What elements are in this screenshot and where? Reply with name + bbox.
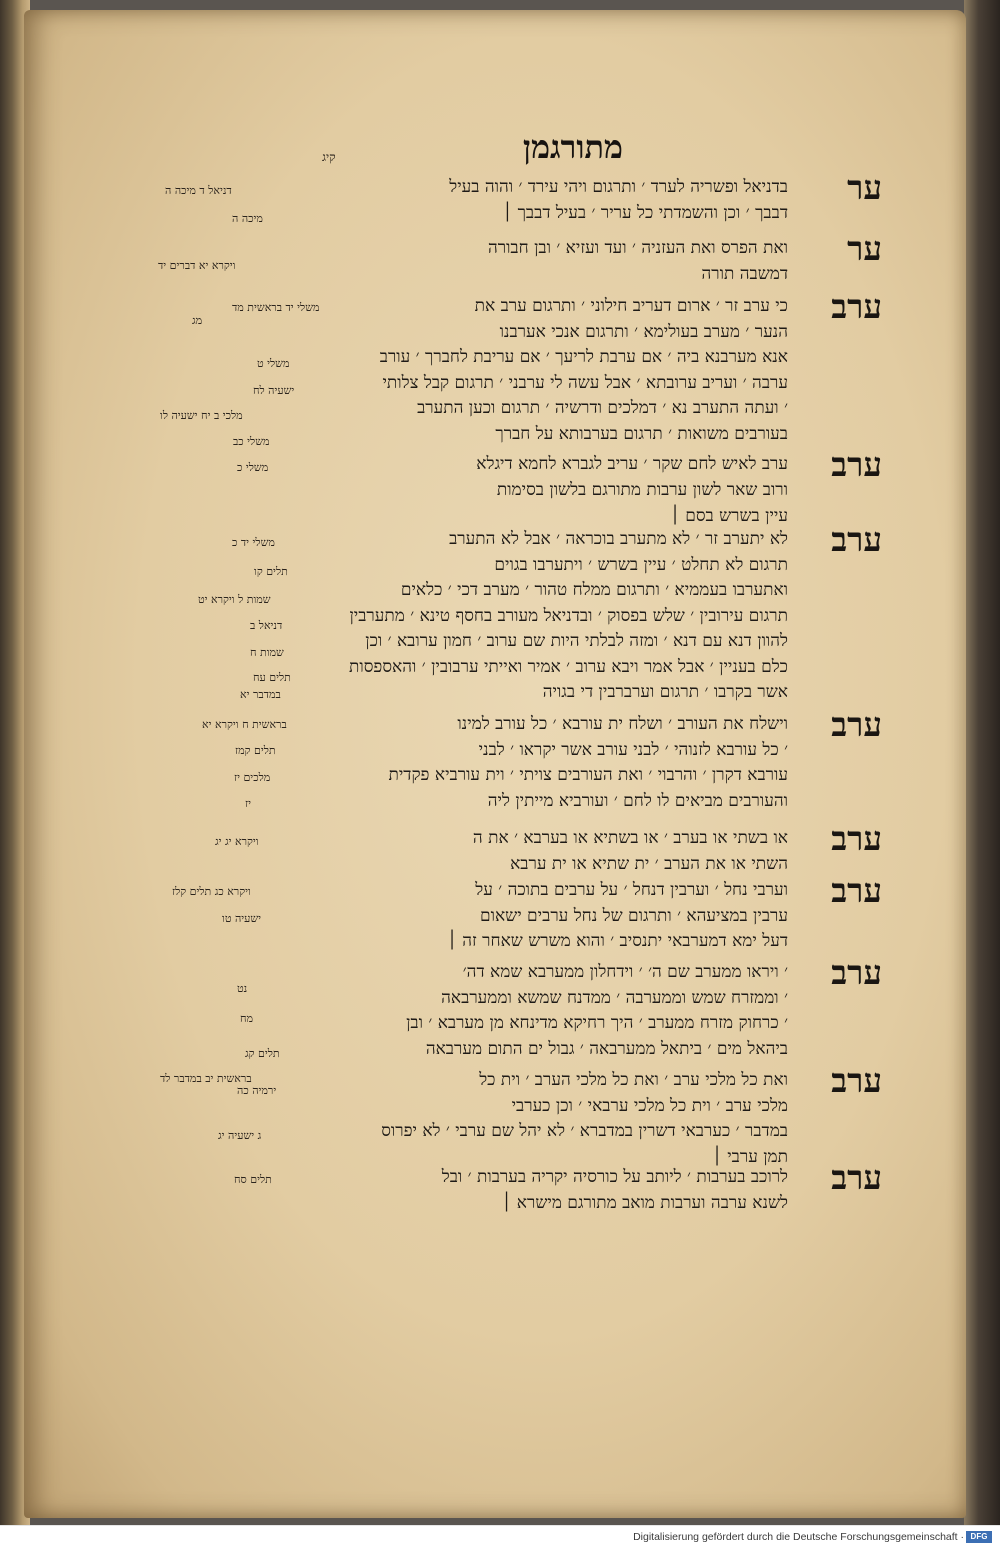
marginal-reference: מלכים יז [234, 771, 271, 784]
entry-text-line: ׳ וממזרח שמש וממערבה ׳ ממדנח שמשא וממערבאה [441, 987, 788, 1008]
page-title: מתורגמן [522, 128, 623, 166]
marginal-reference: דניאל ב [250, 619, 283, 632]
entry-text [328, 504, 788, 530]
entry-text-line: עורבא דקרן ׳ והרבוי ׳ ואת העורבים צויתי ׳ וית עורביא פקדית [388, 765, 788, 785]
entry-headword: ערב [831, 705, 882, 744]
entry-headword: ערב [831, 1158, 882, 1197]
entry-headword: ערב [831, 953, 882, 992]
entry-text-line: תמן ערבי ׀ [712, 1146, 788, 1167]
entry-text-line: להוון דנא עם דנא ׳ ומזה לבלתי היות שם ערוב ׳ חמון ערובא ׳ וכן [365, 631, 788, 651]
entry-text [328, 175, 788, 226]
marginal-reference: ירמיה כה [237, 1084, 277, 1097]
entry-text-line: השתי או את הערב ׳ ית שתיא או ית ערבא [510, 853, 788, 874]
entry-text-line: בדניאל ופשריה לערד ׳ ותרגום ויהי עירד ׳ והוה בעיל [449, 177, 788, 197]
entry-text-line: תרגום עירובין ׳ שלש בפסוק ׳ ובדניאל מעורב בחסף טינא ׳ מתערבין [349, 605, 788, 626]
footer-bar [0, 1525, 1000, 1547]
marginal-reference: משלי כב [233, 435, 270, 448]
marginal-reference: מלכי ב יח ישעיה לו [160, 409, 243, 422]
entry-headword: ערב [831, 287, 882, 326]
marginal-reference: תלים עח [253, 671, 291, 684]
marginal-reference: תלים קג [245, 1047, 280, 1060]
entry-text-line: ורוב שאר לשון ערבות מתורגם בלשון בסימות [496, 479, 788, 500]
entry-text-line: הנער ׳ מערב בעולימא ׳ ותרגום אנכי אערבנו [499, 321, 788, 342]
marginal-reference: משלי יד כ [232, 536, 275, 549]
entry-text-line: והעורבים מביאים לו לחם ׳ ועורביא מייתין ליה [487, 790, 788, 811]
entry-text-line: ביהאל מים ׳ ביתאל ממערבאה ׳ גבול ים התום מערבאה [425, 1038, 788, 1059]
entry-headword: ער [847, 168, 882, 207]
marginal-reference: בראשית יב במדבר לד [160, 1072, 252, 1085]
marginal-reference: דניאל ד מיכה ה [165, 184, 232, 197]
entry-headword: ערב [831, 1061, 882, 1100]
entry-headword: ערב [831, 819, 882, 858]
entry-text [328, 960, 788, 1062]
marginal-reference: תלים סח [234, 1173, 272, 1186]
entry-text-line: ׳ כל עורבא לזנוהי ׳ לבני עורב אשר יקראו ׳ לבני [478, 739, 788, 760]
entry-text [328, 294, 788, 447]
entry-text-line: מלכי ערב ׳ וית כל מלכי ערבאי ׳ וכן כערבי [511, 1095, 788, 1116]
marginal-reference: ויקרא כג תלים קלז [172, 885, 251, 898]
entry-text-line: כלם בעניין ׳ אבל אמר ויבא ערוב ׳ אמיר ואייתי ערבובין ׳ והאספסות [349, 656, 788, 677]
marginal-reference: משלי כ [237, 461, 269, 474]
marginal-reference: נט [237, 982, 248, 995]
entry-text-line: ׳ ועתה התערב נא ׳ דמלכים ודרשיה ׳ תרגום וכען התערב [417, 398, 788, 418]
entry-text-line: ואת הפרס ואת העזניה ׳ ועד ועזיא ׳ ובן חבורה [487, 238, 788, 258]
entry-text-line: לא יתערב זר ׳ לא מתערב בוכראה ׳ אבל לא התערב [449, 529, 788, 549]
marginal-reference: ויקרא יג יג [215, 835, 259, 848]
entry-headword: ערב [831, 445, 882, 484]
entry-text [328, 826, 788, 877]
entry-text [328, 712, 788, 814]
marginal-reference: תלים קמז [235, 744, 276, 757]
marginal-reference: בראשית ח ויקרא יא [202, 718, 287, 731]
entry-text-line: ׳ כרחוק מזרח ממערב ׳ היך רחיקא מדינחא מן מערבא ׳ ובן [406, 1013, 788, 1033]
marginal-reference: יז [245, 797, 251, 810]
entry-text [328, 1165, 788, 1216]
entry-text-line: עיין בשרש בסם ׀ [670, 506, 788, 526]
entry-text-line: כי ערב זר ׳ ארום דעריב חילוני ׳ ותרגום ערב את [474, 296, 788, 316]
entry-text [328, 878, 788, 955]
entry-text-line: ואת כל מלכי ערב ׳ ואת כל מלכי הערב ׳ וית כל [479, 1070, 788, 1090]
entry-text-line: אשר בקרבו ׳ תרגום וערברבין די בגויה [542, 682, 788, 702]
entry-text-line: ׳ ויראו ממערב שם ה׳ ׳ וידחלון ממערבא שמא דה׳ [462, 962, 788, 982]
entry-text [328, 1068, 788, 1170]
entry-text-line: ערבין במציעהא ׳ ותרגום של נחל ערבים ישאום [480, 905, 788, 926]
entry-headword: ער [847, 229, 882, 268]
entry-text [328, 527, 788, 706]
marginal-reference: מג [192, 314, 203, 327]
marginal-reference: ויקרא יא דברים יד [158, 259, 236, 272]
marginal-reference: ישעיה טו [222, 912, 262, 925]
entry-text [328, 236, 788, 287]
entry-text-line: וערבי נחל ׳ וערבין דנחל ׳ על ערבים בתוכה ׳ על [475, 880, 788, 900]
page-number: קיג [322, 150, 336, 164]
marginal-reference: מיכה ה [232, 212, 263, 225]
entry-text-line: וישלח את העורב ׳ ושלח ית עורבא ׳ כל עורב למינו [457, 714, 788, 734]
marginal-reference: שמות ח [250, 646, 284, 659]
entry-text-line: דבבך ׳ וכן והשמדתי כל עריר ׳ בעיל דבבך ׀ [502, 202, 788, 223]
entry-text-line: לשנא ערבה וערבות מואב מתורגם מישרא ׀ [501, 1192, 788, 1213]
entry-text-line: או בשתי או בערב ׳ או בשתיא או בערבא ׳ את ה [472, 828, 788, 848]
marginal-reference: ישעיה לח [253, 384, 295, 397]
marginal-reference: תלים קו [254, 565, 288, 578]
entry-headword: ערב [831, 520, 882, 559]
entry-text-line: תרגום לא תחלט ׳ עיין בשרש ׳ ויתערבו בגוים [494, 554, 788, 575]
marginal-reference: ג ישעיה יג [218, 1129, 262, 1142]
entry-text-line: בעורבים משואות ׳ תרגום בערבותא על חברך [495, 423, 788, 444]
entry-text-line: ערב לאיש לחם שקר ׳ עריב לגברא לחמא דיגלא [476, 454, 788, 474]
marginal-reference: משלי ט [257, 357, 290, 370]
marginal-reference: מח [240, 1012, 254, 1025]
entry-text-line: דעל ימא דמערבאי יתנסיב ׳ והוא משרש שאחר זה ׀ [447, 931, 788, 951]
funding-credit: Digitalisierung gefördert durch die Deutsche Forschungsgemeinschaft · [633, 1531, 964, 1543]
entry-headword: ערב [831, 871, 882, 910]
entry-text-line: לרוכב בערבות ׳ ליותב על כורסיה יקריה בערבות ׳ ובל [441, 1167, 788, 1187]
marginal-reference: משלי יד בראשית מד [232, 301, 320, 314]
entry-text [328, 452, 788, 503]
marginal-reference: שמות ל ויקרא יט [198, 593, 271, 606]
marginal-reference: במדבר יא [240, 688, 281, 701]
entry-text-line: ערבה ׳ ועריב ערובתא ׳ אבל עשה לי ערבני ׳ תרגום קבל צלותי [382, 372, 788, 393]
entry-text-line: ואתערבו בעממיא ׳ ותרגום ממלח טהור ׳ מערב דכי ׳ כלאים [400, 580, 788, 600]
entry-text-line: אנא מערבנא ביה ׳ אם ערבת לריעך ׳ אם עריבת לחברך ׳ עורב [379, 347, 788, 367]
entry-text-line: דמשבה תורה [701, 263, 788, 284]
entry-text-line: במדבר ׳ כערבאי דשרין במדברא ׳ לא יהל שם ערבי ׳ לא יפרוס [381, 1121, 788, 1141]
dfg-logo: DFG [966, 1531, 992, 1543]
